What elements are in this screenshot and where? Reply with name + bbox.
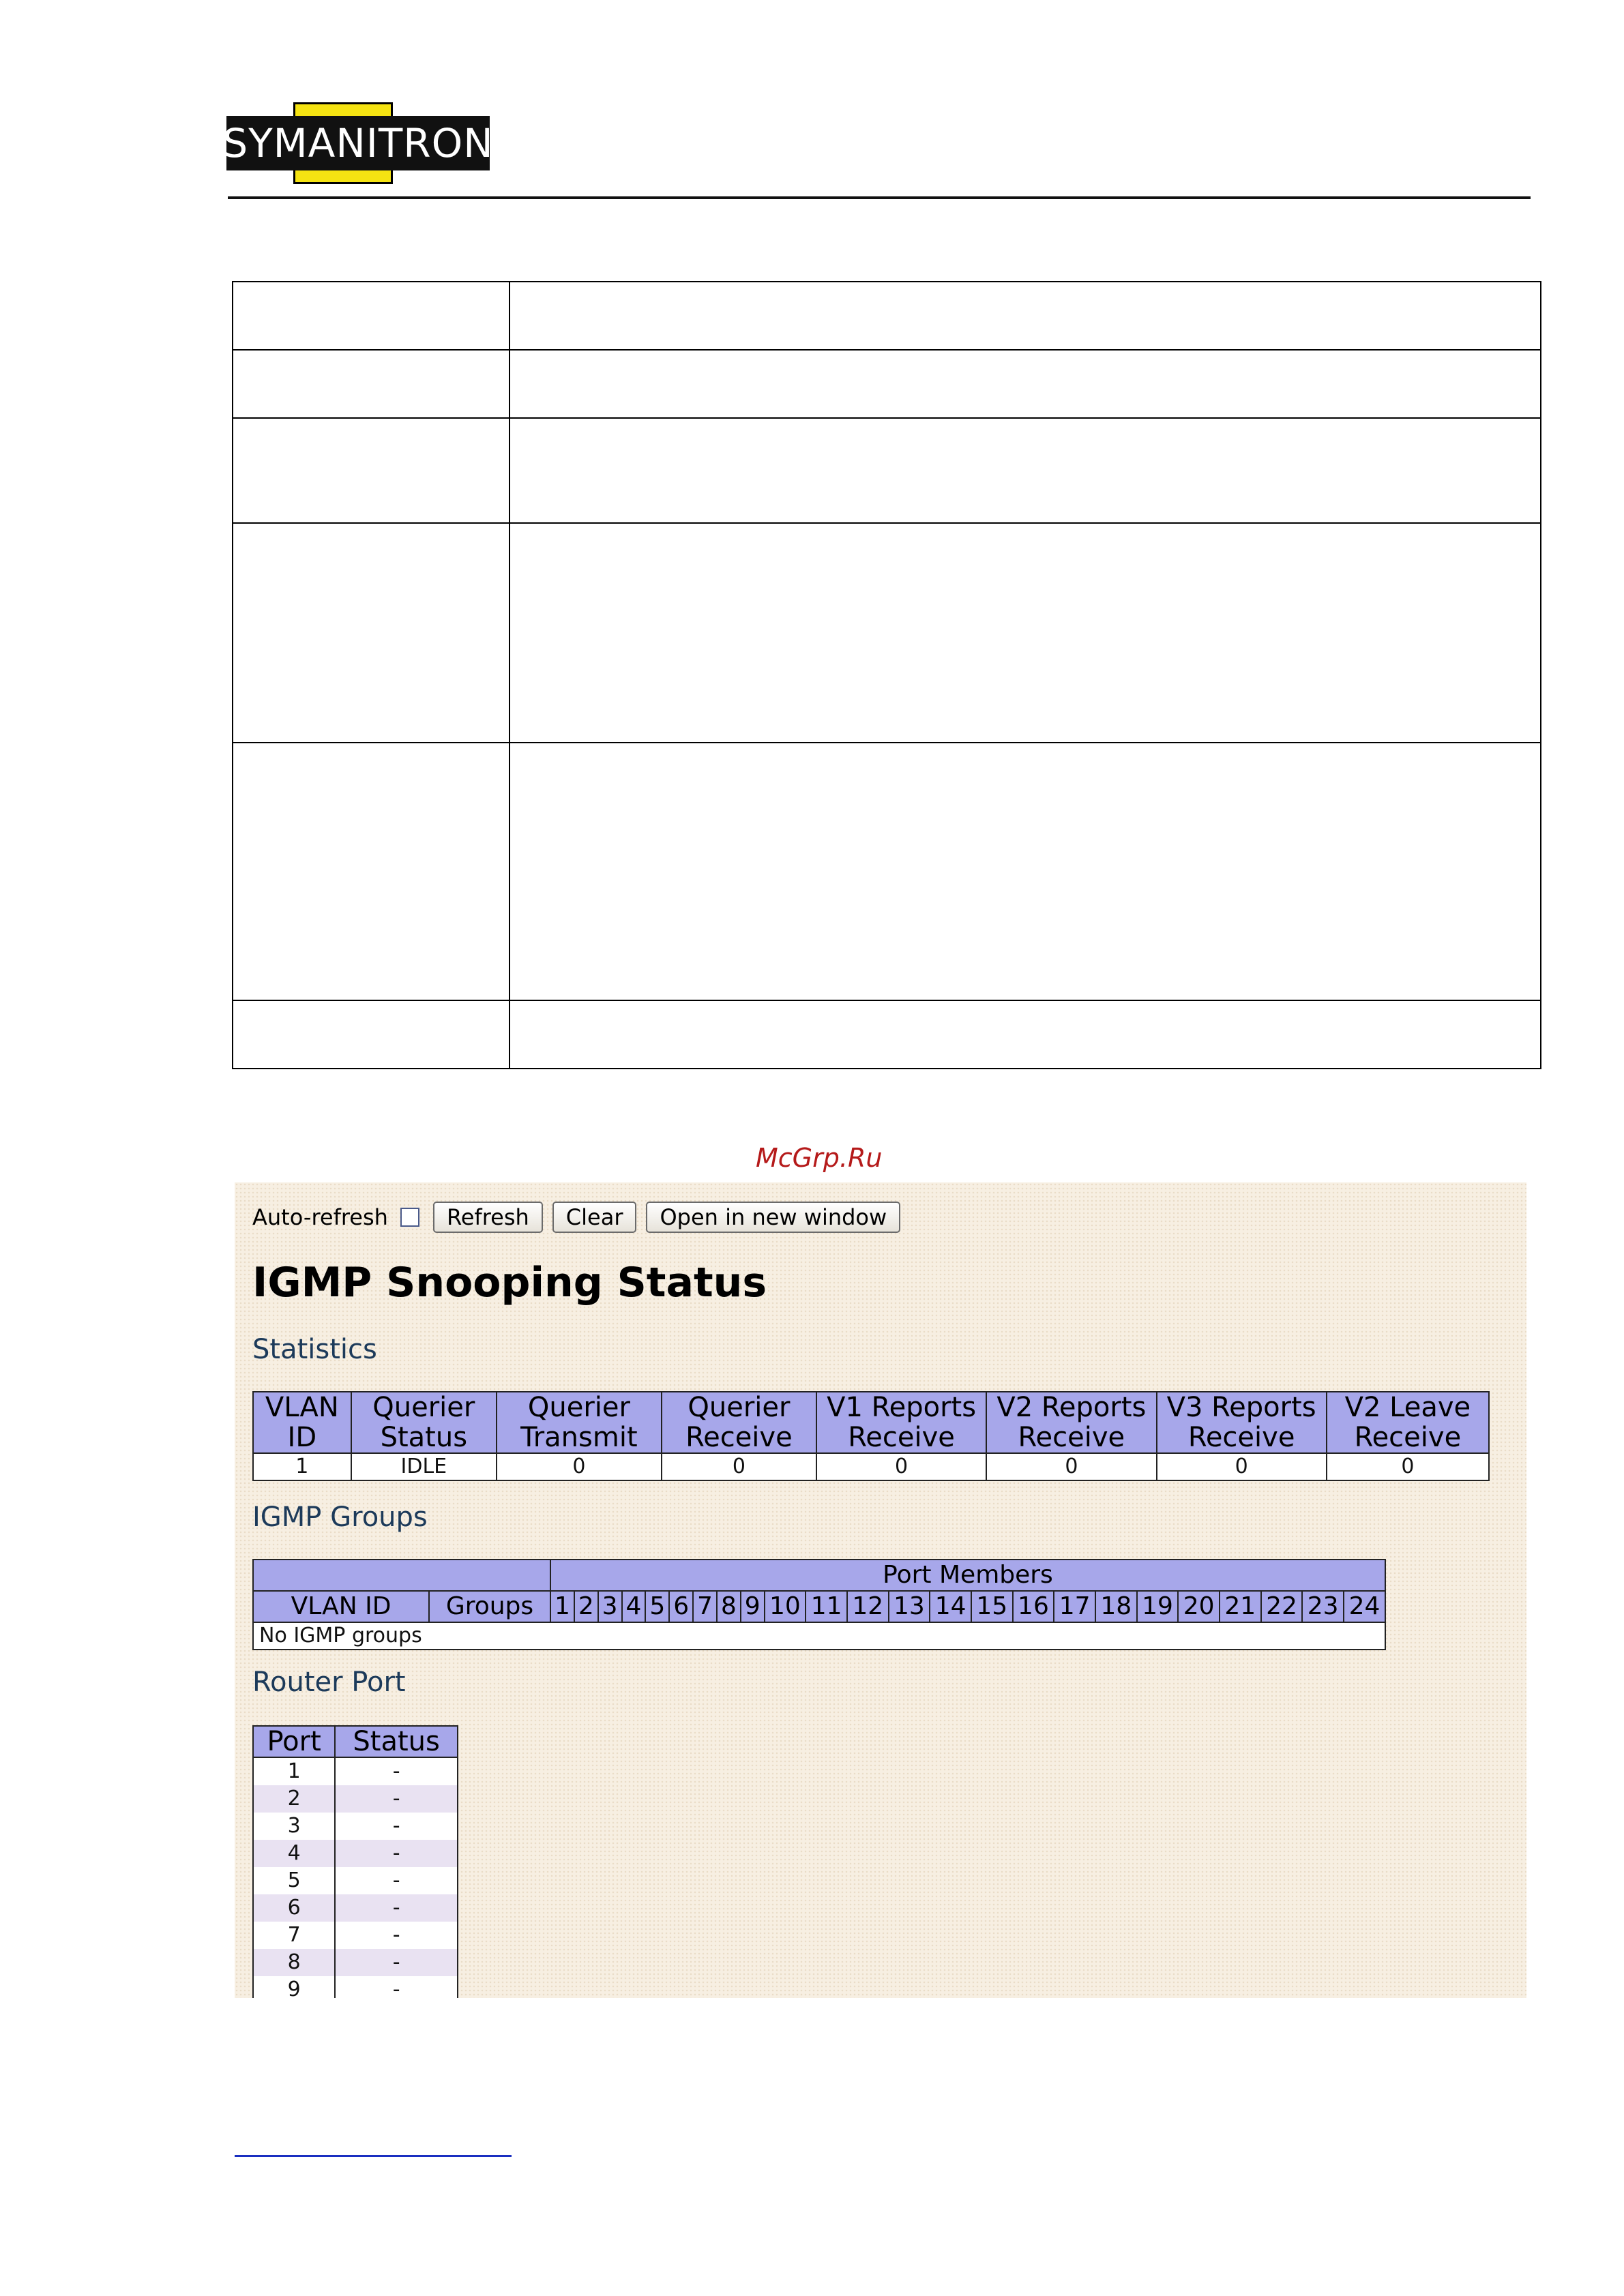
stats-cell: 0 [497, 1453, 662, 1480]
router-col-header: Port [253, 1726, 335, 1757]
router-cell: 4 [253, 1840, 335, 1867]
stats-col-header: V1 Reports Receive [816, 1392, 986, 1453]
statistics-table [252, 1391, 1490, 1481]
port-member-header: 4 [622, 1591, 646, 1622]
description-table [232, 281, 1541, 1069]
table-row [253, 1840, 458, 1867]
desc-cell [510, 743, 1541, 1000]
desc-cell [233, 418, 510, 523]
statistics-heading: Statistics [252, 1334, 377, 1365]
stats-col-header: V2 Reports Receive [986, 1392, 1156, 1453]
port-member-header: 23 [1302, 1591, 1344, 1622]
groups-blank-header [253, 1560, 550, 1591]
stats-col-header: V3 Reports Receive [1157, 1392, 1327, 1453]
port-member-header: 5 [645, 1591, 669, 1622]
stats-cell: IDLE [351, 1453, 497, 1480]
port-member-header: 2 [574, 1591, 598, 1622]
table-row [253, 1976, 458, 1998]
page-title: IGMP Snooping Status [252, 1259, 767, 1307]
router-cell: - [335, 1976, 458, 1998]
watermark: McGrp.Ru [756, 1143, 883, 1173]
port-member-header: 24 [1344, 1591, 1385, 1622]
port-member-header: 21 [1220, 1591, 1261, 1622]
port-member-header: 6 [669, 1591, 693, 1622]
stats-col-header: V2 Leave Receive [1327, 1392, 1489, 1453]
stats-col-header: Querier Transmit [497, 1392, 662, 1453]
port-member-header: 15 [971, 1591, 1013, 1622]
table-row [253, 1922, 458, 1949]
logo-black-box [222, 116, 494, 170]
port-member-header: 12 [847, 1591, 889, 1622]
port-member-header: 14 [930, 1591, 971, 1622]
table-row [253, 1894, 458, 1922]
desc-cell [510, 350, 1541, 418]
router-cell: - [335, 1813, 458, 1840]
port-members-header: Port Members [550, 1560, 1385, 1591]
table-row [253, 1867, 458, 1894]
port-member-header: 22 [1261, 1591, 1303, 1622]
auto-refresh-label: Auto-refresh [252, 1204, 388, 1230]
footer-link-line [235, 2155, 512, 2157]
desc-cell [510, 523, 1541, 743]
router-header-row [253, 1726, 458, 1757]
router-cell: - [335, 1894, 458, 1922]
port-member-header: 8 [717, 1591, 741, 1622]
port-member-header: 13 [889, 1591, 930, 1622]
desc-cell [233, 743, 510, 1000]
stats-col-header: VLAN ID [253, 1392, 351, 1453]
open-new-window-button[interactable]: Open in new window [646, 1202, 900, 1233]
router-cell: 1 [253, 1757, 335, 1785]
table-row [253, 1757, 458, 1785]
table-row [253, 1622, 1385, 1650]
router-cell: - [335, 1922, 458, 1949]
auto-refresh-checkbox[interactable] [400, 1208, 419, 1227]
desc-cell [233, 282, 510, 350]
desc-cell [510, 282, 1541, 350]
router-cell: 2 [253, 1785, 335, 1813]
stats-cell: 0 [1327, 1453, 1489, 1480]
stats-cell: 0 [816, 1453, 986, 1480]
igmp-groups-table [252, 1559, 1386, 1650]
clear-button[interactable]: Clear [552, 1202, 637, 1233]
router-cell: - [335, 1949, 458, 1976]
stats-col-header: Querier Receive [662, 1392, 816, 1453]
groups-header-row-1 [253, 1560, 1385, 1591]
router-cell: 3 [253, 1813, 335, 1840]
port-member-header: 19 [1137, 1591, 1179, 1622]
port-member-header: 9 [741, 1591, 765, 1622]
port-member-header: 18 [1095, 1591, 1137, 1622]
groups-header: Groups [429, 1591, 550, 1622]
router-cell: - [335, 1840, 458, 1867]
router-col-header: Status [335, 1726, 458, 1757]
router-port-table [252, 1725, 458, 1998]
stats-cell: 0 [986, 1453, 1156, 1480]
port-member-header: 11 [806, 1591, 847, 1622]
port-member-header: 17 [1054, 1591, 1095, 1622]
table-row [253, 1813, 458, 1840]
table-row [253, 1453, 1489, 1480]
desc-cell [233, 1000, 510, 1069]
router-cell: - [335, 1757, 458, 1785]
logo-text: SYMANITRON [222, 120, 494, 166]
no-groups-message: No IGMP groups [253, 1622, 1385, 1650]
header-rule [228, 196, 1531, 199]
stats-cell: 1 [253, 1453, 351, 1480]
igmp-status-panel [235, 1182, 1526, 1998]
port-member-header: 7 [693, 1591, 717, 1622]
router-cell: 8 [253, 1949, 335, 1976]
table-row [253, 1785, 458, 1813]
port-member-header: 3 [598, 1591, 622, 1622]
statistics-header-row [253, 1392, 1489, 1453]
groups-header-row-2 [253, 1591, 1385, 1622]
router-cell: 7 [253, 1922, 335, 1949]
desc-cell [510, 418, 1541, 523]
vlan-id-header: VLAN ID [253, 1591, 429, 1622]
port-member-header: 20 [1178, 1591, 1220, 1622]
desc-cell [233, 350, 510, 418]
router-cell: 6 [253, 1894, 335, 1922]
port-member-header: 10 [765, 1591, 806, 1622]
stats-col-header: Querier Status [351, 1392, 497, 1453]
toolbar [252, 1202, 910, 1233]
router-cell: 5 [253, 1867, 335, 1894]
router-port-heading: Router Port [252, 1667, 406, 1698]
stats-cell: 0 [662, 1453, 816, 1480]
refresh-button[interactable]: Refresh [433, 1202, 543, 1233]
router-cell: - [335, 1867, 458, 1894]
igmp-groups-heading: IGMP Groups [252, 1502, 428, 1533]
router-cell: 9 [253, 1976, 335, 1998]
port-member-header: 16 [1013, 1591, 1054, 1622]
symanitron-logo [222, 102, 494, 184]
table-row [253, 1949, 458, 1976]
desc-cell [233, 523, 510, 743]
stats-cell: 0 [1157, 1453, 1327, 1480]
desc-cell [510, 1000, 1541, 1069]
port-member-header: 1 [550, 1591, 574, 1622]
router-cell: - [335, 1785, 458, 1813]
